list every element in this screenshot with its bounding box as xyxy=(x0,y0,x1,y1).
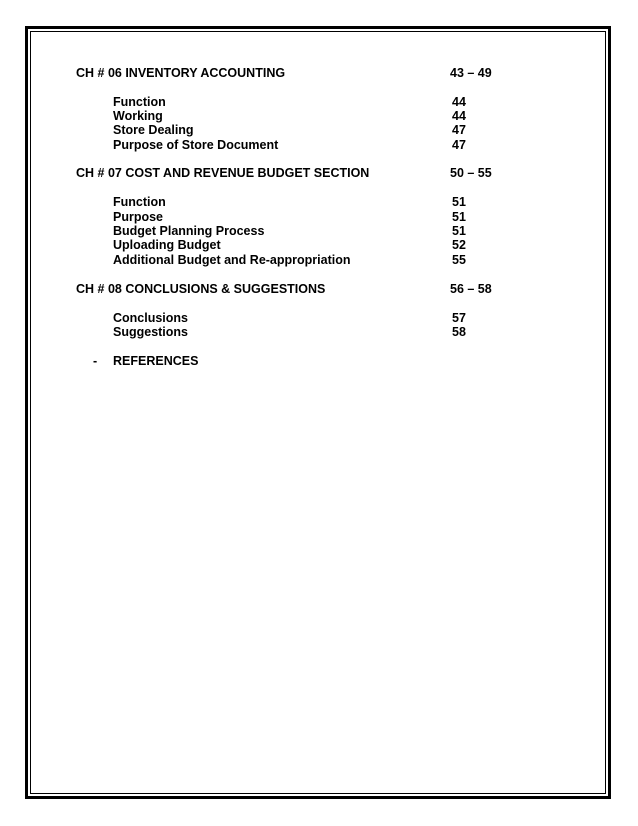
toc-item-page: 44 xyxy=(452,109,466,123)
toc-item-title: Budget Planning Process xyxy=(113,224,265,238)
chapter-07-pages: 50 – 55 xyxy=(450,166,492,180)
toc-item-title: Suggestions xyxy=(113,325,189,339)
toc-item-page: 58 xyxy=(452,325,466,339)
toc-item-title: Additional Budget and Re-appropriation xyxy=(113,253,351,267)
toc-item-page: 51 xyxy=(452,224,466,238)
chapter-06-title: CH # 06 INVENTORY ACCOUNTING xyxy=(76,66,286,80)
toc-item-page: 51 xyxy=(452,210,466,224)
toc-item-title: Function xyxy=(113,95,166,109)
chapter-08-pages: 56 – 58 xyxy=(450,282,492,296)
toc-item-page: 47 xyxy=(452,123,466,137)
toc-item-page: 51 xyxy=(452,195,466,209)
toc-item-title: Conclusions xyxy=(113,311,189,325)
toc-item-title: Store Dealing xyxy=(113,123,194,137)
toc-item-title: Function xyxy=(113,195,166,209)
chapter-07-title: CH # 07 COST AND REVENUE BUDGET SECTION xyxy=(76,166,370,180)
references-bullet: - xyxy=(93,354,98,368)
toc-item-page: 44 xyxy=(452,95,466,109)
chapter-06-pages: 43 – 49 xyxy=(450,66,492,80)
toc-item-page: 55 xyxy=(452,253,466,267)
toc-item-title: Uploading Budget xyxy=(113,238,221,252)
toc-item-page: 57 xyxy=(452,311,466,325)
toc-item-page: 47 xyxy=(452,138,466,152)
chapter-08-title: CH # 08 CONCLUSIONS & SUGGESTIONS xyxy=(76,282,326,296)
toc-item-title: Purpose of Store Document xyxy=(113,138,279,152)
toc-item-title: Purpose xyxy=(113,210,164,224)
toc-item-title: Working xyxy=(113,109,163,123)
references-heading: REFERENCES xyxy=(113,354,199,368)
toc-item-page: 52 xyxy=(452,238,466,252)
